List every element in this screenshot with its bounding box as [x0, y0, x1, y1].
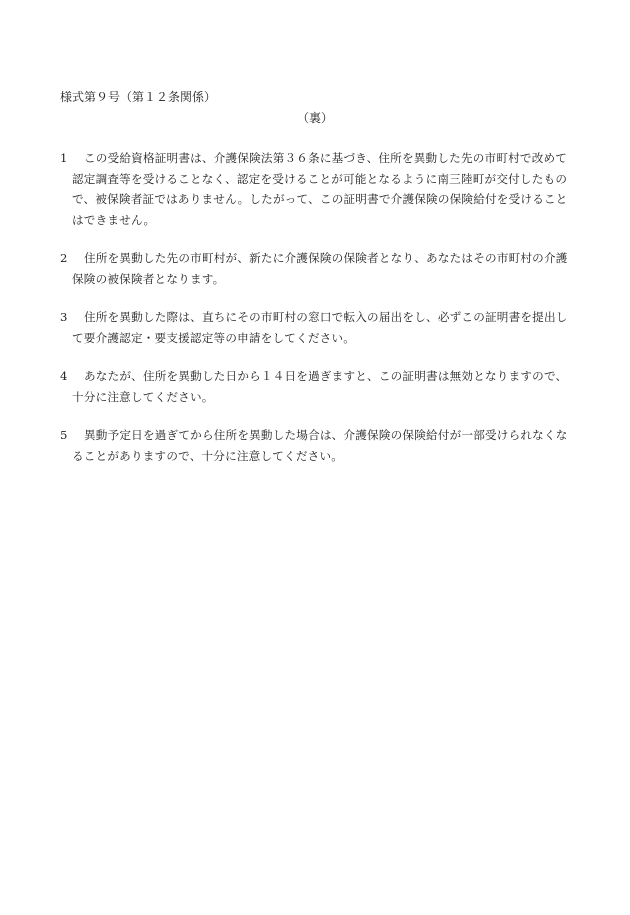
notice-item-text: あなたが、住所を異動した日から１４日を過ぎますと、この証明書は無効となりますので、十分に注意してください。: [72, 369, 568, 404]
notice-item-text: 住所を異動した先の市町村が、新たに介護保険の保険者となり、あなたはその市町村の介護保険の被保険者となります。: [72, 251, 568, 286]
notice-item-1: [60, 148, 576, 230]
notice-item-number: 4: [60, 369, 68, 383]
page-side-label: （裏）: [296, 111, 333, 125]
notice-item-number: 2: [60, 251, 68, 265]
notice-item-number: 3: [60, 310, 68, 324]
notice-item-3: [60, 307, 576, 348]
notice-item-text: 住所を異動した際は、直ちにその市町村の窓口で転入の届出をし、必ずこの証明書を提出して要介護認定・要支援認定等の申請をしてください。: [72, 310, 568, 345]
notice-item-number: 1: [60, 151, 68, 165]
notice-item-text: この受給資格証明書は、介護保険法第３６条に基づき、住所を異動した先の市町村で改めて認定調査等を受けることなく、認定を受けることが可能となるように南三陸町が交付したもので、被保険者証ではありません。したがって、この証明書で介護保険の保険給付を受けることはできません。: [72, 151, 568, 227]
notice-list: [60, 148, 576, 484]
notice-item-number: 5: [60, 428, 68, 442]
notice-item-2: [60, 248, 576, 289]
form-number-label: 様式第９号（第１２条関係）: [60, 90, 217, 104]
notice-item-text: 異動予定日を過ぎてから住所を異動した場合は、介護保険の保険給付が一部受けられなくなることがありますので、十分に注意してください。: [72, 428, 568, 463]
notice-item-5: [60, 425, 576, 466]
notice-item-4: [60, 366, 576, 407]
